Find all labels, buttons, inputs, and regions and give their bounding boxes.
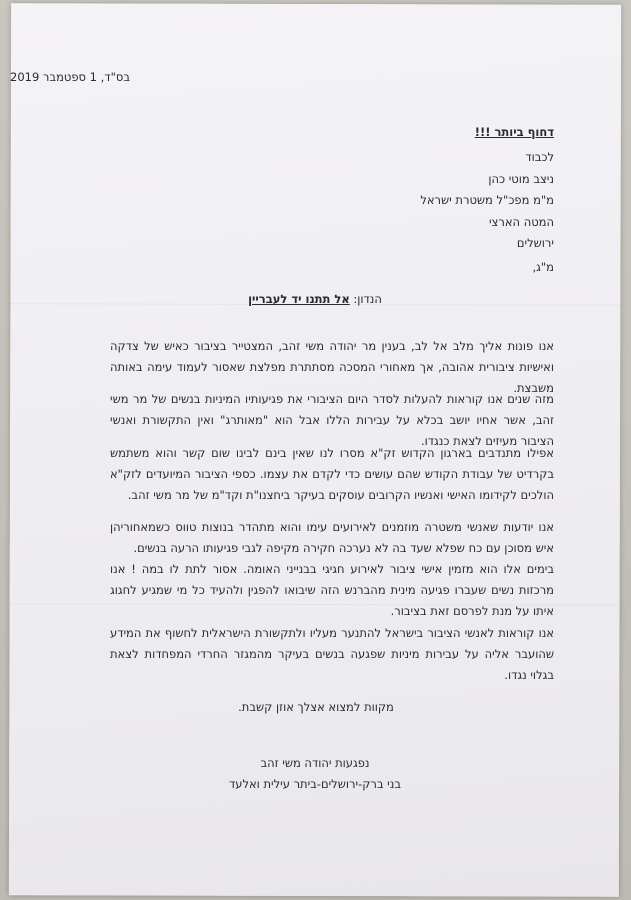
urgent-heading: דחוף ביותר !!! bbox=[474, 125, 554, 139]
closing-line: מקוות למצוא אצלך אוזן קשבת. bbox=[238, 700, 394, 714]
letter-date-text: בס"ד, 1 ספטמבר 2019 bbox=[10, 70, 130, 84]
recipient-line: המטה הארצי bbox=[488, 214, 554, 229]
recipient-line: לכבוד bbox=[525, 150, 554, 164]
body-paragraph: אפילו מתנדבים בארגון הקדוש זק"א מסרו לנו שאין בינם לבינו שום קשר והוא משתמש בקרדיט של עבודת הקודש שהם עושים כדי לקדם את עצמו. כספי הציבור המיועדים לזק"א הולכים לקידומו האישי ואנשיו הקרובים עוסקים בעיקר ביחצנו"ת וקד"מ של מר משי זהב. bbox=[110, 446, 554, 502]
body-paragraph: אנו יודעות שאנשי משטרה מוזמנים לאירועים עימו והוא מתהדר בנוצות טווס כשמאחוריהן איש מסוכן עם כח שפלא שעד בה לא נערכה חקירה מקיפה לגבי פגיעותו הרעה בנשים. bbox=[110, 520, 554, 555]
body-paragraph: מזה שנים אנו קוראות להעלות לסדר היום הציבורי את פגיעותיו המיניות בנשים של מר משי זהב, אשר אחיו יושב בכלא על עבירות הללו אבל הוא "מאותרג" ואין התקשורת ואנשי הציבור מעיזים לצאת כנגדו. bbox=[110, 392, 554, 448]
subject-line bbox=[10, 292, 620, 306]
recipient-line: ניצב מוטי כהן bbox=[488, 171, 554, 186]
recipient-line: ירושלים bbox=[516, 236, 554, 250]
body-paragraph: אנו פונות אליך מלב אל לב, בענין מר יהודה משי זהב, המצטייר בציבור כאיש של צדקה ואישיות ציבורית אהובה, אך מאחורי המסכה מסתתרת מפלצת שאסור לעמוד עימה באותה משבצת. bbox=[110, 339, 554, 395]
body-paragraph: בימים אלו הוא מזמין אישי ציבור לאירוע חגיגי בבנייני האומה. אסור לתת לו במה ! אנו מרכזות נשים שעברו פגיעה מינית מהברנש הזה שיבואו להפגין ולהעיד כל מי שמגיע לחגוג איתו על מנת לפרסם זאת בציבור. bbox=[110, 562, 554, 618]
signature-line: בני ברק-ירושלים-ביתר עילית ואלעד bbox=[228, 777, 401, 791]
signature-line: נפגעות יהודה משי זהב bbox=[260, 756, 370, 770]
letter bbox=[10, 4, 620, 896]
body-paragraph: אנו קוראות לאנשי הציבור בישראל להתנער מעליו ולתקשורת הישראלית לחשוף את המידע שהועבר אליה על עבירות מיניות שפגעה בנשים בעיקר מהמגזר החרדי המפחדות לצאת בגלוי נגדו. bbox=[110, 626, 554, 682]
subject-prefix: הנדון: bbox=[349, 292, 382, 306]
subject-text: אל תתנו יד לעבריין bbox=[248, 292, 350, 306]
salutation: מ"ג, bbox=[532, 260, 554, 274]
letter-date bbox=[10, 70, 472, 84]
recipient-line: מ"מ מפכ"ל משטרת ישראל bbox=[420, 193, 554, 207]
